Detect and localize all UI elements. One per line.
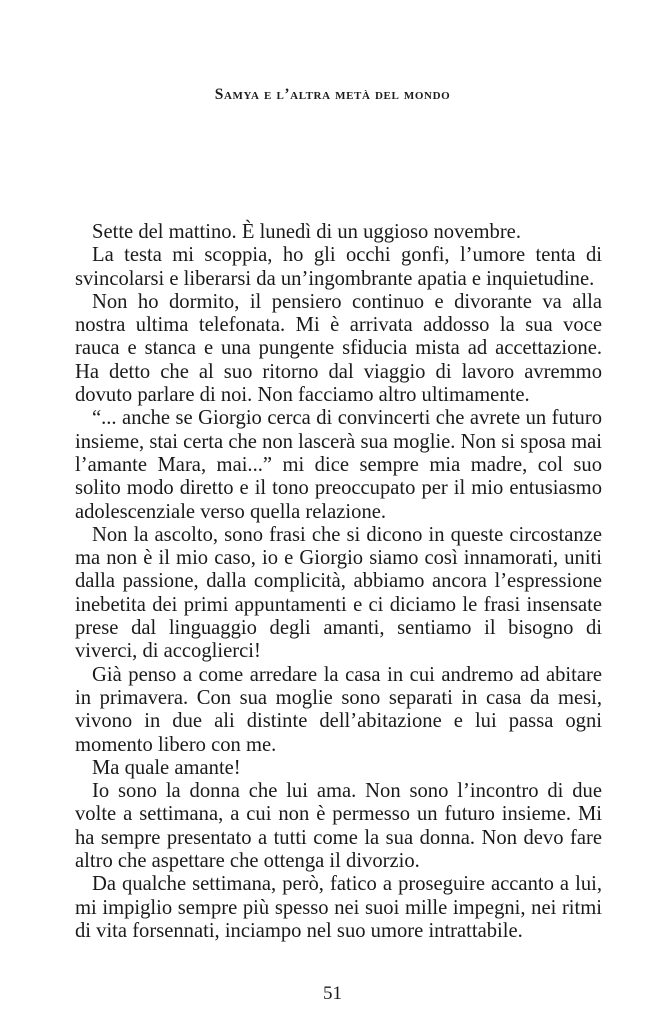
paragraph: Io sono la donna che lui ama. Non sono l’incontro di due volte a settimana, a cui non è permesso un futuro insieme. Mi ha sempre presentato a tutti come la sua donna. Non devo fare altro che aspettare che ottenga il divorzio. <box>75 780 602 873</box>
paragraph: Da qualche settimana, però, fatico a proseguire accanto a lui, mi impiglio sempre più spesso nei suoi mille impegni, nei ritmi di vita forsennati, inciampo nel suo umore intrattabile. <box>75 873 602 942</box>
body-text <box>75 221 602 943</box>
page-number: 51 <box>323 983 342 1004</box>
paragraph: “... anche se Giorgio cerca di convincerti che avrete un futuro insieme, stai certa che non lascerà sua moglie. Non si sposa mai l’amante Mara, mai...” mi dice sempre mia madre, col suo solito modo diretto e il tono preoccupato per il mio entusiasmo adolescenziale verso quella relazione. <box>75 407 602 523</box>
paragraph: La testa mi scoppia, ho gli occhi gonfi, l’umore tenta di svincolarsi e liberarsi da un’ingombrante apatia e inquietudine. <box>75 244 602 290</box>
paragraph: Non ho dormito, il pensiero continuo e divorante va alla nostra ultima telefonata. Mi è arrivata addosso la sua voce rauca e stanca e una pungente sfiducia mista ad accettazione. Ha detto che al suo ritorno dal viaggio di lavoro avremmo dovuto parlare di noi. Non facciamo altro ultimamente. <box>75 290 602 407</box>
paragraph: Ma quale amante! <box>92 756 241 779</box>
paragraph: Già penso a come arredare la casa in cui andremo ad abitare in primavera. Con sua moglie sono separati in casa da mesi, vivono in due ali distinte dell’abitazione e lui passa ogni momento libero con me. <box>75 663 602 756</box>
running-head: Samya e l’altra metà del mondo <box>214 86 451 103</box>
paragraph: Sette del mattino. È lunedì di un uggioso novembre. <box>92 221 521 243</box>
paragraph: Non la ascolto, sono frasi che si dicono in queste circostanze ma non è il mio caso, io e Giorgio siamo così innamorati, uniti dalla passione, dalla complicità, abbiamo ancora l’espressione inebetita dei primi appuntamenti e ci diciamo le frasi insensate prese dal linguaggio degli amanti, sentiamo il bisogno di viverci, di accoglierci! <box>75 523 602 663</box>
